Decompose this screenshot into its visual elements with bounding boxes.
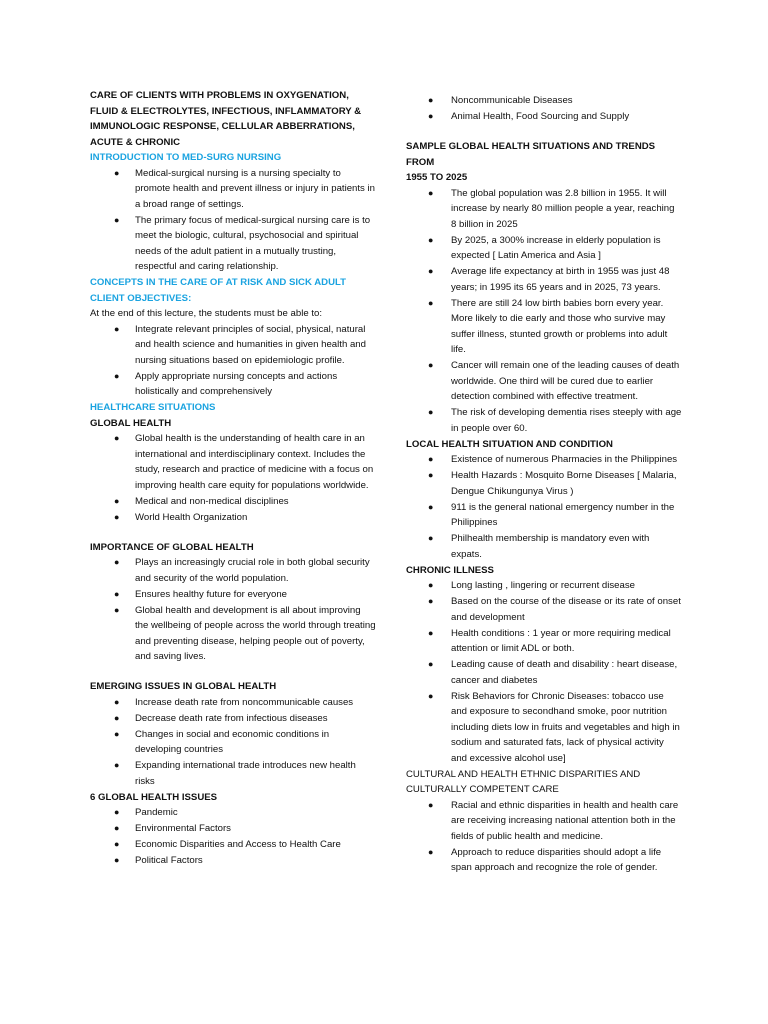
intro-list (90, 166, 376, 275)
list-item: ● Cancer will remain one of the leading causes of death worldwide. One third will be cured due to earlier detection combined with effective treatment. (428, 360, 680, 402)
bullet-icon: ● (114, 728, 120, 739)
six-issues-continued-list (406, 93, 682, 125)
list-item: ● Risk Behaviors for Chronic Diseases: tobacco use and exposure to secondhand smoke, poor nutrition including diets low in fruits and vegetables and high in sodium and saturated fats, lack of physical activity and excessive alcohol use] (428, 690, 680, 764)
list-item: ● Noncommunicable Diseases (406, 93, 682, 109)
bullet-icon: ● (114, 604, 120, 615)
trends-heading-line: SAMPLE GLOBAL HEALTH SITUATIONS AND TRENDS FROM (406, 141, 656, 168)
bullet-icon: ● (114, 807, 120, 817)
emerging-heading: EMERGING ISSUES IN GLOBAL HEALTH (90, 681, 277, 692)
bullet-icon: ● (428, 846, 434, 857)
cultural-list (406, 798, 682, 876)
bullet-icon: ● (114, 433, 120, 443)
bullet-icon: ● (114, 823, 120, 833)
bullet-icon: ● (114, 712, 120, 723)
bullet-icon: ● (114, 839, 120, 849)
spacer (406, 125, 682, 139)
bullet-icon: ● (428, 533, 434, 543)
list-item: ● Decrease death rate from infectious diseases (90, 711, 376, 727)
bullet-icon: ● (114, 323, 120, 334)
list-item: ● Economic Disparities and Access to Health Care (90, 837, 376, 853)
local-list (406, 452, 682, 562)
bullet-icon: ● (114, 557, 120, 567)
list-item: ● By 2025, a 300% increase in elderly population is expected [ Latin America and Asia ] (428, 234, 661, 261)
list-item: ● Global health and development is all about improving the wellbeing of people across the world through treating and preventing disease, helping people out of poverty, and saving lives. (114, 604, 376, 662)
bullet-icon: ● (428, 360, 434, 370)
document-title-line: CARE OF CLIENTS WITH PROBLEMS IN OXYGENATION, (90, 90, 349, 101)
list-item: ● Pandemic (90, 805, 376, 821)
chronic-list (406, 578, 682, 766)
list-item: ● There are still 24 low birth babies born every year. More likely to die early and those who survive may suffer illness, stunted growth or problems into adult life. (428, 297, 668, 355)
importance-heading: IMPORTANCE OF GLOBAL HEALTH (90, 541, 254, 553)
intro-heading: INTRODUCTION TO MED-SURG NURSING (90, 152, 282, 163)
left-column (90, 88, 376, 869)
bullet-icon: ● (428, 580, 434, 590)
bullet-icon: ● (428, 234, 434, 245)
list-item: ● Integrate relevant principles of social, physical, natural and health science and humanities in given health and nursing situations based on epidemiologic profile. (114, 323, 366, 366)
document-title-line: ACUTE & CHRONIC (90, 136, 181, 148)
bullet-icon: ● (114, 167, 120, 178)
local-heading: LOCAL HEALTH SITUATION AND CONDITION (406, 438, 613, 450)
bullet-icon: ● (428, 95, 434, 105)
bullet-icon: ● (114, 760, 120, 770)
list-item: ● Approach to reduce disparities should adopt a life span approach and recognize the role of gender. (428, 846, 662, 873)
list-item: ● Expanding international trade introduces new health risks (114, 760, 356, 787)
bullet-icon: ● (428, 407, 434, 417)
right-column (406, 93, 682, 876)
global-health-heading: GLOBAL HEALTH (90, 417, 172, 429)
bullet-icon: ● (428, 454, 434, 464)
list-item: ● Racial and ethnic disparities in health and health care are receiving increasing national attention both in the fields of public health and medicine. (428, 799, 679, 842)
list-item: ● Philhealth membership is mandatory even with expats. (428, 533, 650, 560)
bullet-icon: ● (428, 266, 434, 276)
list-item: ● The global population was 2.8 billion in 1955. It will increase by nearly 80 million people a year, reaching 8 billion in 2025 (428, 187, 675, 230)
list-item: ● Environmental Factors (90, 821, 376, 837)
emerging-list (90, 695, 376, 790)
list-item: ● Increase death rate from noncommunicable causes (90, 695, 376, 711)
bullet-icon: ● (428, 627, 434, 638)
concepts-heading-line: CONCEPTS IN THE CARE OF AT RISK AND SICK ADULT (90, 277, 347, 288)
trends-heading-line: 1955 TO 2025 (406, 172, 468, 183)
bullet-icon: ● (428, 187, 434, 198)
objectives-list (90, 322, 376, 400)
document-title-line: FLUID & ELECTROLYTES, INFECTIOUS, INFLAMMATORY & (90, 105, 362, 117)
bullet-icon: ● (428, 596, 434, 606)
bullet-icon: ● (428, 297, 434, 308)
bullet-icon: ● (114, 855, 120, 865)
concepts-heading-line: CLIENT OBJECTIVES: (90, 292, 192, 304)
list-item: ● Animal Health, Food Sourcing and Supply (406, 109, 682, 125)
cultural-heading-line: CULTURAL AND HEALTH ETHNIC DISPARITIES AND (406, 768, 641, 780)
bullet-icon: ● (114, 588, 120, 599)
list-item: ● Average life expectancy at birth in 1955 was just 48 years; in 1995 its 65 years and in 2025, 73 years. (428, 266, 670, 293)
list-item: ● Health Hazards : Mosquito Borne Diseases [ Malaria, Dengue Chikungunya Virus ) (428, 470, 677, 497)
trends-list (406, 186, 682, 437)
list-item: ● Medical-surgical nursing is a nursing specialty to promote health and prevent illness or injury in patients in a broad range of settings. (114, 167, 375, 210)
list-item: ● Existence of numerous Pharmacies in the Philippines (406, 452, 682, 468)
healthcare-heading: HEALTHCARE SITUATIONS (90, 402, 216, 413)
list-item: ● Medical and non-medical disciplines (90, 494, 376, 510)
list-item: ● Long lasting , lingering or recurrent disease (406, 578, 682, 594)
bullet-icon: ● (428, 690, 434, 701)
spacer (90, 526, 376, 540)
bullet-icon: ● (114, 370, 120, 381)
cultural-heading-line: CULTURALLY COMPETENT CARE (406, 784, 559, 795)
bullet-icon: ● (114, 696, 120, 707)
list-item: ● The risk of developing dementia rises steeply with age in people over 60. (428, 407, 682, 434)
bullet-icon: ● (114, 495, 120, 506)
bullet-icon: ● (428, 470, 434, 480)
six-issues-heading: 6 GLOBAL HEALTH ISSUES (90, 791, 218, 803)
document-title-line: IMMUNOLOGIC RESPONSE, CELLULAR ABBERRATIONS, (90, 121, 355, 132)
list-item: ● 911 is the general national emergency number in the Philippines (428, 501, 675, 528)
list-item: ● World Health Organization (90, 510, 376, 526)
objectives-intro: At the end of this lecture, the students must be able to: (90, 308, 322, 319)
list-item: ● Changes in social and economic conditions in developing countries (114, 728, 330, 755)
list-item: ● Plays an increasingly crucial role in both global security and security of the world population. (114, 557, 370, 584)
list-item: ● Based on the course of the disease or its rate of onset and development (428, 596, 681, 623)
six-issues-list (90, 805, 376, 869)
chronic-heading: CHRONIC ILLNESS (406, 564, 494, 576)
list-item: ● Health conditions : 1 year or more requiring medical attention or limit ADL or both. (428, 627, 671, 654)
spacer (90, 665, 376, 679)
global-health-list (90, 431, 376, 525)
list-item: ● Ensures healthy future for everyone (90, 587, 376, 603)
list-item: ● Political Factors (90, 853, 376, 869)
bullet-icon: ● (428, 659, 434, 669)
bullet-icon: ● (428, 111, 434, 121)
list-item: ● Apply appropriate nursing concepts and actions holistically and comprehensively (114, 370, 338, 397)
bullet-icon: ● (428, 799, 434, 810)
bullet-icon: ● (428, 501, 434, 512)
importance-list (90, 555, 376, 665)
list-item: ● The primary focus of medical-surgical nursing care is to meet the biologic, cultural, psychosocial and spiritual needs of the adult patient in a mutually trusting, respectful and caring relationship. (114, 214, 371, 272)
list-item: ● Leading cause of death and disability : heart disease, cancer and diabetes (428, 659, 678, 686)
bullet-icon: ● (114, 511, 120, 522)
bullet-icon: ● (114, 214, 120, 225)
list-item: ● Global health is the understanding of health care in an international and interdisciplinary context. Includes the study, research and practice of medicine with a focus on improving health care equity for populations worldwide. (114, 433, 374, 491)
